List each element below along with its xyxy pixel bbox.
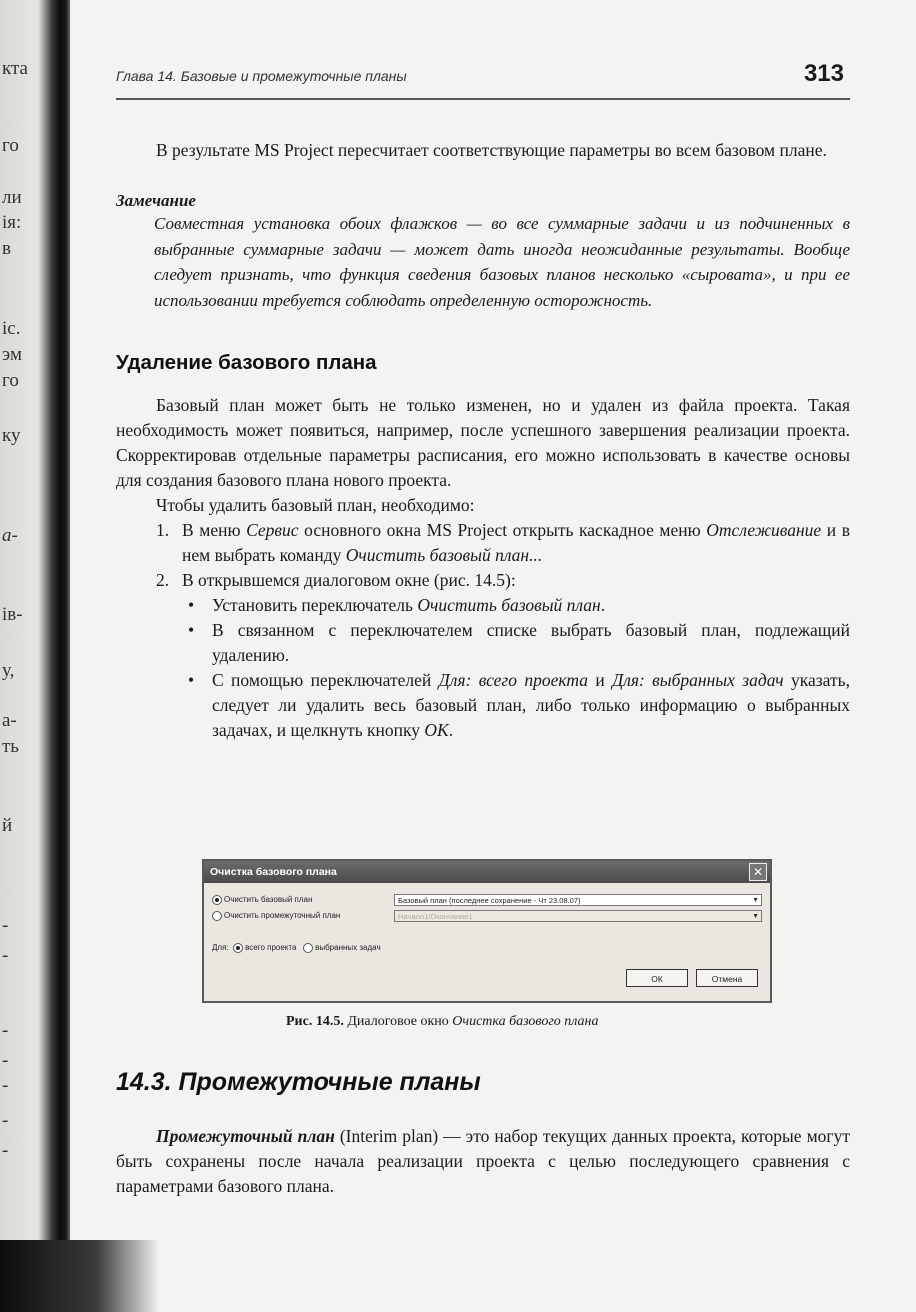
figure-label: Рис. 14.5. <box>286 1014 344 1029</box>
prev-page-fragment: й <box>2 815 13 836</box>
clear-baseline-dialog <box>202 859 772 1003</box>
prev-page-fragment: эм <box>2 344 23 365</box>
term: Промежуточный план <box>156 1126 335 1146</box>
caption-text: Диалоговое окно <box>343 1014 453 1029</box>
prev-page-fragment: ія: <box>2 212 22 233</box>
chevron-down-icon[interactable]: ▼ <box>752 913 759 920</box>
prev-page-fragment: - <box>2 1050 9 1071</box>
radio-clear-interim[interactable] <box>212 911 340 921</box>
bullet-text: и <box>587 670 613 690</box>
step-text: основного окна MS Project открыть каскадное меню <box>298 520 707 540</box>
prev-page-fragment: іс. <box>2 318 21 339</box>
bullet-text: . <box>448 720 454 740</box>
steps-list <box>116 518 850 593</box>
prev-page-fragment: - <box>2 1020 9 1041</box>
bullet-italic: Для: всего проекта <box>438 670 588 690</box>
section-paragraph: Базовый план может быть не только изменен, но и удален из файла проекта. Такая необходимость может появиться, например, после успешного завершения реализации проекта. Скорректировав отдельные параметры расписания, его можно использовать в качестве основы для создания базового плана нового проекта. <box>116 395 850 490</box>
bullet-text: С помощью переключателей <box>212 670 439 690</box>
radio-selected-tasks[interactable]: выбранных задач <box>315 943 381 953</box>
step-text: и в нем выбрать команду <box>182 520 850 565</box>
bullet-item <box>116 593 850 618</box>
running-header <box>116 62 850 100</box>
bullet-italic: Для: выбранных задач <box>612 670 784 690</box>
radio-label: Очистить базовый план <box>224 895 313 905</box>
chapter-title: Глава 14. Базовые и промежуточные планы <box>116 68 407 84</box>
cancel-button[interactable]: Отмена <box>696 969 758 987</box>
close-icon[interactable]: ✕ <box>749 863 767 881</box>
dialog-title: Очистка базового плана <box>210 866 337 878</box>
figure-caption <box>286 1014 599 1030</box>
baseline-select[interactable] <box>394 894 762 906</box>
ok-button[interactable]: ОК <box>626 969 688 987</box>
prev-page-fragment: - <box>2 945 9 966</box>
bullet-item <box>116 668 850 743</box>
step-number: 1. <box>156 520 170 540</box>
prev-page-fragment: - <box>2 915 9 936</box>
radio-unchecked-icon[interactable] <box>303 943 313 953</box>
bullet-text: Установить переключатель <box>212 595 418 615</box>
step-command-name: Очистить базовый план... <box>345 545 543 565</box>
page-number: 313 <box>803 60 844 87</box>
book-page <box>116 0 854 1312</box>
prev-page-fragment: ів- <box>2 604 23 625</box>
radio-whole-project[interactable]: всего проекта <box>245 943 297 953</box>
step-item <box>116 518 850 568</box>
bullet-text: . <box>600 595 606 615</box>
chevron-down-icon[interactable]: ▼ <box>752 897 759 904</box>
radio-checked-icon[interactable] <box>212 895 222 905</box>
note-text: Совместная установка обоих флажков — во все суммарные задачи и из подчиненных в выбранные суммарные задачи — может дать иногда неожиданные результаты. Вообще следует признать, что функция сведения базовых планов несколько «сыровата», и при ее использовании требуется соблюдать определенную осторожность. <box>154 214 850 310</box>
step-text: В открывшемся диалоговом окне (рис. 14.5): <box>182 570 516 590</box>
steps-intro: Чтобы удалить базовый план, необходимо: <box>156 495 475 515</box>
prev-page-fragment: кта <box>2 58 28 79</box>
prev-page-fragment: в <box>2 238 11 259</box>
prev-page-fragment: а- <box>2 710 17 731</box>
section2-heading: 14.3. Промежуточные планы <box>116 1068 481 1096</box>
interim-select-value: Начало1/Окончание1 <box>398 912 473 921</box>
note-label: Замечание <box>116 191 196 210</box>
step-menu-name: Сервис <box>246 520 299 540</box>
step-text: В меню <box>182 520 247 540</box>
prev-page-fragment: - <box>2 1075 9 1096</box>
bullet-text: указать, следует ли удалить весь базовый план, либо только информацию о выбранных задачах, и щелкнуть кнопку <box>212 670 850 740</box>
prev-page-fragment: у, <box>2 660 15 681</box>
prev-page-fragment: ть <box>2 736 19 757</box>
bullet-item <box>116 618 850 668</box>
bullet-list <box>116 593 850 743</box>
for-label: Для: <box>212 943 229 953</box>
scope-row <box>212 943 381 953</box>
step-submenu-name: Отслеживание <box>706 520 822 540</box>
section-heading: Удаление базового плана <box>116 351 377 374</box>
prev-page-fragment: - <box>2 1140 9 1161</box>
prev-page-fragment: ку <box>2 425 21 446</box>
prev-page-fragment: ли <box>2 187 22 208</box>
section2-paragraph <box>116 1124 850 1199</box>
section2-text: (Interim plan) — это набор текущих данных проекта, которые могут быть сохранены после начала реализации проекта с целью последующего сравнения с параметрами базового плана. <box>116 1126 850 1196</box>
bullet-italic: Очистить базовый план <box>417 595 601 615</box>
caption-italic: Очистка базового плана <box>452 1014 599 1029</box>
prev-page-fragment: го <box>2 135 19 156</box>
step-number: 2. <box>156 570 170 590</box>
previous-page-edge <box>0 0 48 1240</box>
prev-page-fragment: - <box>2 1110 9 1131</box>
bullet-italic: ОК <box>424 720 449 740</box>
page-body <box>116 138 850 743</box>
dialog-titlebar <box>204 861 770 883</box>
radio-checked-icon[interactable] <box>233 943 243 953</box>
bullet-text: В связанном с переключателем списке выбрать базовый план, подлежащий удалению. <box>212 620 850 665</box>
interim-select[interactable] <box>394 910 762 922</box>
radio-clear-baseline[interactable] <box>212 895 312 905</box>
baseline-select-value: Базовый план (последнее сохранение - Чт 23.08.07) <box>398 896 581 905</box>
radio-unchecked-icon[interactable] <box>212 911 222 921</box>
intro-paragraph: В результате MS Project пересчитает соответствующие параметры во всем базовом плане. <box>156 140 827 160</box>
radio-label: Очистить промежуточный план <box>224 911 341 921</box>
section2-body <box>116 1124 850 1199</box>
prev-page-fragment: а- <box>2 525 18 546</box>
step-item <box>116 568 850 593</box>
prev-page-fragment: го <box>2 370 19 391</box>
